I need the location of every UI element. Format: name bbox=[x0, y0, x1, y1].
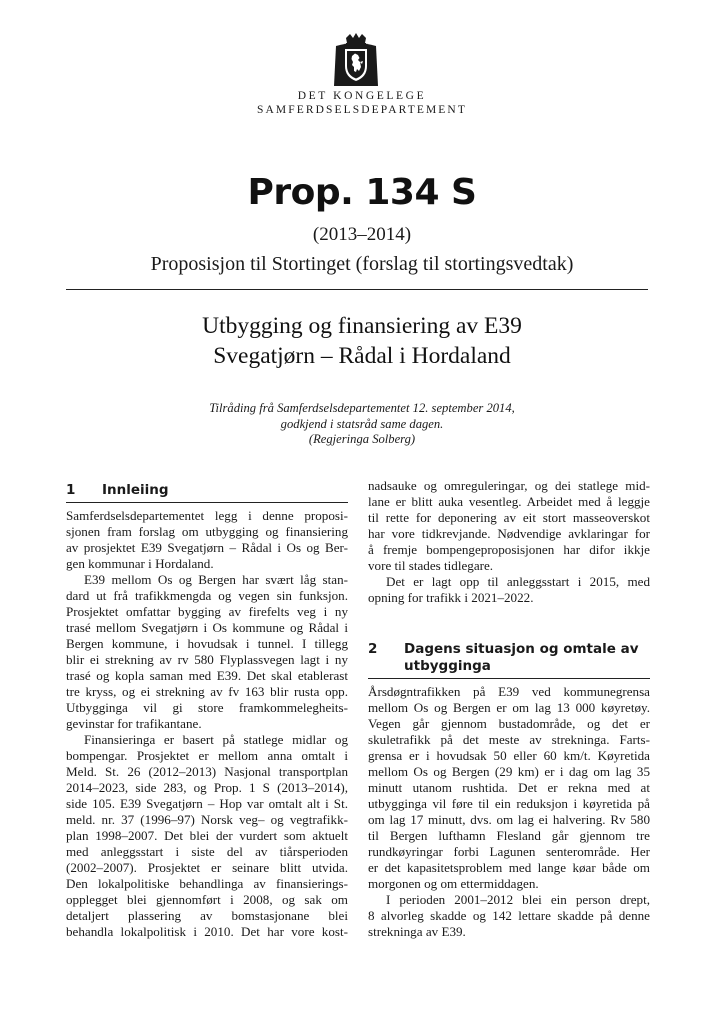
text-line: morgonen og om ettermiddagen. bbox=[368, 876, 539, 891]
paragraph bbox=[368, 892, 650, 940]
paragraph bbox=[368, 478, 650, 574]
department-name-line1: DET KONGELEGE bbox=[297, 90, 427, 102]
text-line: Utbygginga vil gi store framkommelegheits- bbox=[66, 700, 348, 715]
text-line: strekninga av E39. bbox=[368, 924, 466, 939]
text-line: rundkøyringar forbi Lagunen senterområde. Her bbox=[368, 844, 650, 859]
text-line: behandla lokalpolitisk i 2010. Det har vore kost- bbox=[66, 924, 348, 939]
section-number: 1 bbox=[66, 482, 76, 498]
text-line: Prosjektet omfattar bygging av firefelts veg i ny bbox=[66, 604, 348, 619]
text-line: Finansieringa er basert på statlege midlar og bbox=[84, 732, 348, 747]
proposition-number: Prop. 134 S bbox=[247, 172, 477, 213]
text-line: minutt utanom rushtida. Det er rekna med at bbox=[368, 780, 650, 795]
text-line: Bergen kommune, i hovudsak i tunnel. I tillegg bbox=[66, 636, 348, 651]
text-line: (2002–2007). Prosjektet er seinare blitt utvida. bbox=[66, 860, 348, 875]
department-name-line2: SAMFERDSELSDEPARTEMENT bbox=[257, 104, 467, 116]
section-title: Innleiing bbox=[102, 482, 169, 498]
left-column bbox=[66, 478, 348, 940]
text-line: blir ei strekning av rv 580 Flyplassvegen lagt i ny bbox=[66, 652, 348, 667]
text-line: å fremje bompengeproposisjonen har difor ikkje bbox=[368, 542, 650, 557]
text-line: til Bergen lufthamn Flesland går gjennom tre bbox=[368, 828, 650, 843]
text-line: Samferdselsdepartementet legg i denne proposi- bbox=[66, 508, 348, 523]
text-line: Det er lagt opp til anleggsstart i 2015, med bbox=[386, 574, 650, 589]
text-line: vore til stades tidlegare. bbox=[368, 558, 494, 573]
text-line: dard ut frå trafikkmengda og vegen sin funksjon. bbox=[66, 588, 348, 603]
text-line: mellom Os og Bergen (29 km) er i dag om lag 35 bbox=[368, 764, 650, 779]
section-number: 2 bbox=[368, 641, 378, 657]
text-line: har vore tidkrevjande. Nødvendige avklaringar for bbox=[368, 526, 650, 541]
recommendation-line2: godkjend i statsråd same dagen. bbox=[280, 417, 444, 431]
text-line: 2014–2023, side 283, og Prop. 1 S (2013–2014), bbox=[66, 780, 348, 795]
recommendation-line1: Tilråding frå Samferdselsdepartementet 12. september 2014, bbox=[209, 401, 515, 415]
paragraph bbox=[66, 508, 348, 572]
proposition-session: (2013–2014) bbox=[312, 224, 412, 245]
text-line: er det kapasitetsproblem med lange køar både om bbox=[368, 860, 650, 875]
text-line: opplegget blei gjennomført i 2008, og sak om bbox=[66, 892, 348, 907]
text-line: opning for trafikk i 2021–2022. bbox=[368, 590, 534, 605]
paragraph bbox=[66, 572, 348, 732]
text-line: Årsdøgntrafikken på E39 ved kommunegrensa bbox=[368, 684, 650, 699]
text-line: 8 alvorleg skadde og 142 lettare skadde på denne bbox=[368, 908, 650, 923]
section-title-line2: utbygginga bbox=[404, 658, 491, 674]
text-line: gen kommunar i Hordaland. bbox=[66, 556, 214, 571]
text-line: Den lokalpolitiske behandlinga av finansierings- bbox=[66, 876, 348, 891]
text-line: meld. nr. 37 (1996–97) Norsk veg– og vegtrafikk- bbox=[66, 812, 348, 827]
text-line: nadsauke og omreguleringar, og dei statlege mid- bbox=[368, 478, 650, 493]
recommendation-line3: (Regjeringa Solberg) bbox=[308, 432, 416, 446]
document-title-line1: Utbygging og finansiering av E39 bbox=[202, 313, 522, 339]
text-line: detaljert plassering av bomstasjonane blei bbox=[66, 908, 348, 923]
text-line: E39 mellom Os og Bergen har svært låg stan- bbox=[84, 572, 348, 587]
text-line: lane er blitt auka vesentleg. Arbeidet med å leggje bbox=[368, 494, 650, 509]
text-line: trasé mellom Svegatjørn i Os kommune og Rådal i bbox=[66, 620, 348, 635]
text-line: bompengar. Prosjektet er mellom anna omtalt i bbox=[66, 748, 348, 763]
text-line: Vegen går gjennom bustadområde, og det er bbox=[368, 716, 650, 731]
section-title bbox=[404, 641, 650, 675]
text-line: med anleggsstart i siste del av tiårsperioden bbox=[66, 844, 348, 859]
text-line: av prosjektet E39 Svegatjørn – Rådal i Os og Ber- bbox=[66, 540, 348, 555]
text-line: tre kryss, og ei strekning av fv 163 blir rusta opp. bbox=[66, 684, 348, 699]
text-line: grensa er i hovudsak 50 eller 60 km/t. Køyretida bbox=[368, 748, 650, 763]
paragraph bbox=[368, 684, 650, 892]
text-line: skuletrafikk på det meste av strekninga. Farts- bbox=[368, 732, 650, 747]
section-title-line1: Dagens situasjon og omtale av bbox=[404, 641, 639, 657]
royal-coat-of-arms-icon bbox=[332, 32, 380, 88]
right-column bbox=[368, 478, 650, 940]
text-line: til rette for deponering av eit stort masseoverskot bbox=[368, 510, 650, 525]
text-line: gevinstar for trafikantane. bbox=[66, 716, 202, 731]
text-line: trasé og kopla saman med E39. Det skal etablerast bbox=[66, 668, 348, 683]
text-line: sjonen fram forslag om utbygging og finansiering bbox=[66, 524, 348, 539]
section-heading-2 bbox=[368, 641, 650, 679]
document-title-line2: Svegatjørn – Rådal i Hordaland bbox=[213, 343, 511, 369]
proposition-subtitle: Proposisjon til Stortinget (forslag til stortingsvedtak) bbox=[150, 253, 574, 275]
text-line: om lag 17 minutt, dvs. om lag ei halvering. Rv 580 bbox=[368, 812, 650, 827]
header-divider bbox=[66, 289, 648, 290]
text-line: mellom Os og Bergen er om lag 13 000 køyretøy. bbox=[368, 700, 650, 715]
text-line: Meld. St. 26 (2012–2013) Nasjonal transportplan bbox=[66, 764, 348, 779]
text-line: utbygginga vil føre til ein reduksjon i køyretida på bbox=[368, 796, 650, 811]
text-line: plan 1998–2007. Det blei der vurdert som aktuelt bbox=[66, 828, 348, 843]
paragraph bbox=[66, 732, 348, 940]
text-line: I perioden 2001–2012 blei ein person drept, bbox=[386, 892, 650, 907]
section-heading-1 bbox=[66, 482, 348, 503]
text-line: side 105. E39 Svegatjørn – Hop var omtalt alt i St. bbox=[66, 796, 348, 811]
paragraph bbox=[368, 574, 650, 606]
